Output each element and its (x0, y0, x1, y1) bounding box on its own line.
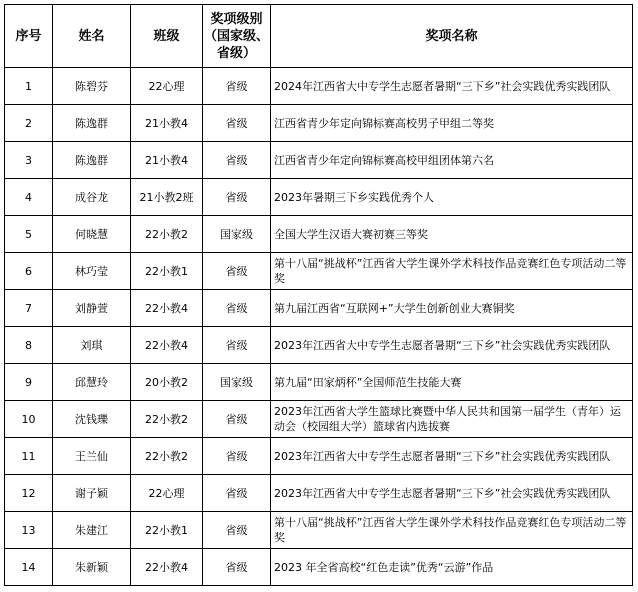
cell-no: 8 (5, 327, 53, 364)
table-row (5, 475, 633, 512)
table-row (5, 105, 633, 142)
cell-level: 省级 (203, 327, 271, 364)
cell-award: 江西省青少年定向锦标赛高校甲组团体第六名 (271, 142, 633, 179)
cell-no: 13 (5, 512, 53, 549)
table-row (5, 401, 633, 438)
cell-level: 省级 (203, 179, 271, 216)
cell-award: 第九届江西省“互联网+”大学生创新创业大赛铜奖 (271, 290, 633, 327)
cell-class: 22小教4 (131, 549, 203, 586)
cell-no: 3 (5, 142, 53, 179)
cell-level: 省级 (203, 438, 271, 475)
cell-name: 王兰仙 (53, 438, 131, 475)
cell-class: 22小教1 (131, 512, 203, 549)
cell-name: 沈钱瓅 (53, 401, 131, 438)
cell-name: 成谷龙 (53, 179, 131, 216)
cell-name: 陈逸群 (53, 142, 131, 179)
cell-name: 谢子颖 (53, 475, 131, 512)
cell-class: 22小教2 (131, 401, 203, 438)
cell-class: 22小教2 (131, 438, 203, 475)
cell-level: 省级 (203, 105, 271, 142)
cell-level: 省级 (203, 512, 271, 549)
cell-no: 14 (5, 549, 53, 586)
awards-table (4, 4, 633, 586)
header-level-line: 奖项级别 (210, 11, 263, 27)
cell-name: 何晓慧 (53, 216, 131, 253)
cell-class: 21小教2班 (131, 179, 203, 216)
table-row (5, 438, 633, 475)
cell-no: 1 (5, 68, 53, 105)
cell-award: 第十八届“挑战杯”江西省大学生课外学术科技作品竞赛红色专项活动二等奖 (271, 253, 633, 290)
header-level-line: 省级） (216, 45, 256, 61)
cell-class: 22心理 (131, 68, 203, 105)
header-name: 姓名 (53, 5, 131, 68)
cell-no: 10 (5, 401, 53, 438)
cell-no: 5 (5, 216, 53, 253)
cell-award: 全国大学生汉语大赛初赛三等奖 (271, 216, 633, 253)
table-row (5, 549, 633, 586)
cell-award: 2024年江西省大中专学生志愿者暑期“三下乡”社会实践优秀实践团队 (271, 68, 633, 105)
table-row (5, 142, 633, 179)
cell-class: 22小教4 (131, 290, 203, 327)
cell-class: 20小教2 (131, 364, 203, 401)
cell-level: 省级 (203, 475, 271, 512)
cell-level: 省级 (203, 253, 271, 290)
cell-award: 2023 年全省高校“红色走读”优秀“云游”作品 (271, 549, 633, 586)
cell-name: 朱新颖 (53, 549, 131, 586)
cell-no: 11 (5, 438, 53, 475)
table-row (5, 216, 633, 253)
cell-no: 2 (5, 105, 53, 142)
cell-class: 22小教2 (131, 216, 203, 253)
header-class: 班级 (131, 5, 203, 68)
cell-award: 2023年江西省大中专学生志愿者暑期“三下乡”社会实践优秀实践团队 (271, 438, 633, 475)
cell-no: 12 (5, 475, 53, 512)
table-row (5, 290, 633, 327)
cell-no: 9 (5, 364, 53, 401)
cell-class: 22小教4 (131, 327, 203, 364)
table-row (5, 364, 633, 401)
header-level (203, 5, 271, 68)
cell-award: 2023年江西省大中专学生志愿者暑期“三下乡”社会实践优秀实践团队 (271, 475, 633, 512)
cell-award: 江西省青少年定向锦标赛高校男子甲组二等奖 (271, 105, 633, 142)
cell-award: 2023年江西省大学生篮球比赛暨中华人民共和国第一届学生（青年）运动会（校园组大学）篮球省内选拔赛 (271, 401, 633, 438)
cell-class: 21小教4 (131, 105, 203, 142)
cell-award: 2023年江西省大中专学生志愿者暑期“三下乡”社会实践优秀实践团队 (271, 327, 633, 364)
cell-award: 第九届“田家炳杯”全国师范生技能大赛 (271, 364, 633, 401)
cell-name: 刘琪 (53, 327, 131, 364)
header-award: 奖项名称 (271, 5, 633, 68)
cell-level: 国家级 (203, 216, 271, 253)
cell-award: 第十八届“挑战杯”江西省大学生课外学术科技作品竞赛红色专项活动二等奖 (271, 512, 633, 549)
table-row (5, 253, 633, 290)
cell-class: 22心理 (131, 475, 203, 512)
table-row (5, 327, 633, 364)
cell-name: 林巧莹 (53, 253, 131, 290)
table-row (5, 512, 633, 549)
header-row (5, 5, 633, 68)
cell-class: 22小教1 (131, 253, 203, 290)
cell-no: 4 (5, 179, 53, 216)
cell-no: 7 (5, 290, 53, 327)
table-row (5, 179, 633, 216)
cell-name: 朱建江 (53, 512, 131, 549)
cell-level: 省级 (203, 142, 271, 179)
cell-level: 省级 (203, 549, 271, 586)
cell-level: 省级 (203, 68, 271, 105)
header-level-line: （国家级、 (203, 28, 269, 44)
cell-award: 2023年暑期三下乡实践优秀个人 (271, 179, 633, 216)
cell-no: 6 (5, 253, 53, 290)
cell-level: 省级 (203, 401, 271, 438)
cell-level: 省级 (203, 290, 271, 327)
header-no: 序号 (5, 5, 53, 68)
table-row (5, 68, 633, 105)
cell-level: 国家级 (203, 364, 271, 401)
cell-name: 陈逸群 (53, 105, 131, 142)
cell-class: 21小教4 (131, 142, 203, 179)
cell-name: 邱慧玲 (53, 364, 131, 401)
cell-name: 刘静萱 (53, 290, 131, 327)
cell-name: 陈碧芬 (53, 68, 131, 105)
